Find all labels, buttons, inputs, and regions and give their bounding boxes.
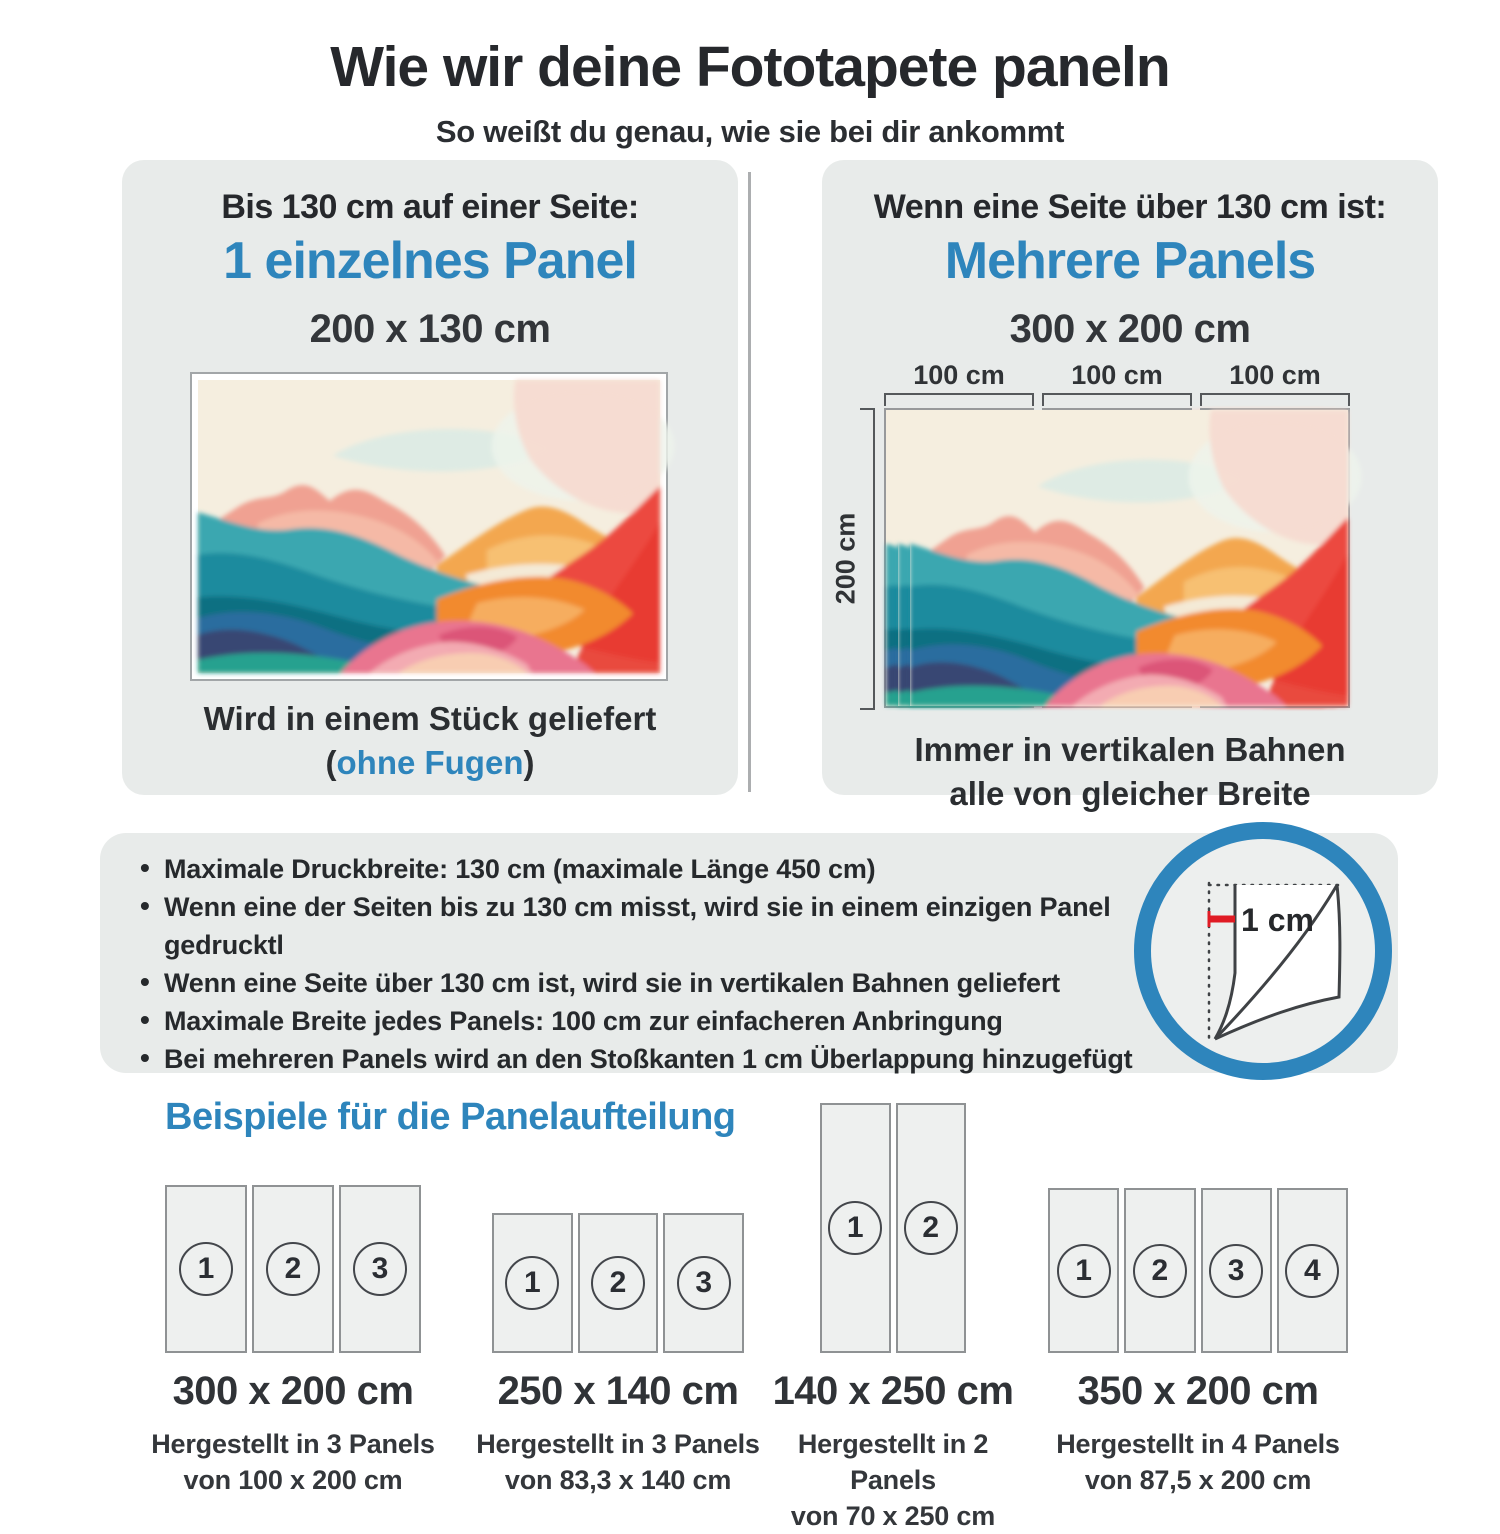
single-panel-headline: 1 einzelnes Panel	[223, 232, 637, 290]
panel-diagram	[165, 1185, 421, 1353]
width-measure-line	[884, 393, 1034, 406]
note-item: • Maximale Druckbreite: 130 cm (maximale Länge 450 cm)	[138, 850, 1138, 888]
page-subtitle: So weißt du genau, wie sie bei dir ankommt	[435, 114, 1065, 149]
single-panel-caption	[122, 697, 738, 785]
width-dimensions	[884, 360, 1350, 406]
example-diagram-area	[468, 1095, 768, 1353]
example-diagram-area	[768, 1095, 1018, 1353]
panel-slices	[884, 408, 1350, 708]
panel-segment	[896, 1103, 967, 1353]
panel-number-badge: 1	[179, 1242, 233, 1296]
example-detail-line2: von 83,3 x 140 cm	[504, 1465, 732, 1495]
width-dimension-1	[884, 360, 1034, 406]
example-detail-line1: Hergestellt in 3 Panels	[476, 1429, 760, 1459]
multi-panel-caption-line2: alle von gleicher Breite	[949, 775, 1311, 812]
example-250x140	[468, 1095, 768, 1498]
panel-number-badge: 1	[828, 1201, 882, 1255]
panel-number-badge: 2	[904, 1201, 958, 1255]
panel-segment	[339, 1185, 421, 1353]
panel-segment	[663, 1213, 744, 1353]
panel-segment	[252, 1185, 334, 1353]
panel-number-badge: 3	[677, 1256, 731, 1310]
paren-close: )	[523, 744, 535, 781]
example-300x200	[118, 1095, 468, 1498]
example-size: 300 x 200 cm	[172, 1369, 414, 1413]
panel-segment	[820, 1103, 891, 1353]
width-label-1: 100 cm	[913, 360, 1005, 390]
watercolor-image	[198, 380, 660, 673]
notes-list	[100, 833, 1138, 1078]
example-detail-line1: Hergestellt in 3 Panels	[151, 1429, 435, 1459]
example-350x200	[1018, 1095, 1378, 1498]
multi-panel-size: 300 x 200 cm	[1009, 307, 1251, 351]
panel-segment	[1048, 1188, 1119, 1353]
page-curl-icon	[1151, 839, 1375, 1063]
panel-segment	[165, 1185, 247, 1353]
panel-segment	[1277, 1188, 1348, 1353]
multi-panel-figure	[832, 360, 1388, 712]
example-detail-line2: von 100 x 200 cm	[183, 1465, 403, 1495]
example-size: 140 x 250 cm	[772, 1369, 1014, 1413]
panel-number-badge: 1	[1057, 1244, 1111, 1298]
single-panel-caption-line1: Wird in einem Stück geliefert	[203, 700, 657, 737]
single-panel-caption-highlight: ohne Fugen	[336, 744, 524, 781]
examples-heading: Beispiele für die Panelaufteilung	[165, 1096, 736, 1138]
height-measure-line	[860, 408, 875, 710]
overlap-illustration	[1134, 822, 1392, 1080]
page-title: Wie wir deine Fototapete paneln	[330, 35, 1170, 99]
example-detail-line2: von 87,5 x 200 cm	[1084, 1465, 1312, 1495]
width-dimension-3	[1200, 360, 1350, 406]
width-label-3: 100 cm	[1229, 360, 1321, 390]
note-item: • Wenn eine der Seiten bis zu 130 cm misst, wird sie in einem einzigen Panel gedrucktl	[138, 888, 1138, 964]
cards-divider	[748, 172, 751, 792]
single-panel-artwork	[190, 372, 668, 681]
multi-panel-caption	[822, 728, 1438, 816]
note-item: • Wenn eine Seite über 130 cm ist, wird sie in vertikalen Bahnen geliefert	[138, 964, 1138, 1002]
single-panel-condition: Bis 130 cm auf einer Seite:	[221, 188, 639, 226]
width-dimension-2	[1042, 360, 1192, 406]
panel-diagram	[1048, 1188, 1348, 1353]
panel-diagram	[820, 1103, 966, 1353]
note-item: • Bei mehreren Panels wird an den Stoßkanten 1 cm Überlappung hinzugefügt	[138, 1040, 1138, 1078]
example-diagram-area	[118, 1095, 468, 1353]
example-detail-line1: Hergestellt in 2 Panels	[797, 1429, 989, 1495]
multi-panel-headline: Mehrere Panels	[944, 232, 1316, 290]
height-dimension	[830, 408, 862, 708]
width-measure-line	[1200, 393, 1350, 406]
overlap-label: 1 cm	[1241, 902, 1314, 938]
header	[0, 34, 1500, 150]
panel-number-badge: 1	[505, 1256, 559, 1310]
width-label-2: 100 cm	[1071, 360, 1163, 390]
panel-number-badge: 4	[1285, 1244, 1339, 1298]
single-panel-size: 200 x 130 cm	[309, 307, 551, 351]
single-panel-caption-line2	[122, 741, 738, 785]
multi-panel-caption-line1: Immer in vertikalen Bahnen	[914, 731, 1346, 768]
panel-number-badge: 3	[1209, 1244, 1263, 1298]
panel-slice-3	[1200, 408, 1350, 708]
panel-diagram	[492, 1213, 744, 1353]
panel-segment	[578, 1213, 659, 1353]
paren-open: (	[325, 744, 337, 781]
height-label: 200 cm	[830, 512, 861, 604]
panel-segment	[1201, 1188, 1272, 1353]
example-size: 350 x 200 cm	[1077, 1369, 1319, 1413]
panel-number-badge: 3	[353, 1242, 407, 1296]
watercolor-slice-3	[1202, 410, 1348, 706]
panel-number-badge: 2	[1133, 1244, 1187, 1298]
panel-segment	[492, 1213, 573, 1353]
width-measure-line	[1042, 393, 1192, 406]
panel-number-badge: 2	[266, 1242, 320, 1296]
example-detail-line2: von 70 x 250 cm	[790, 1501, 996, 1531]
example-diagram-area	[1018, 1095, 1378, 1353]
example-size: 250 x 140 cm	[497, 1369, 739, 1413]
panel-number-badge: 2	[591, 1256, 645, 1310]
multi-panel-card	[822, 160, 1438, 812]
example-140x250	[768, 1095, 1018, 1534]
multi-panel-condition: Wenn eine Seite über 130 cm ist:	[873, 188, 1387, 226]
panel-segment	[1124, 1188, 1195, 1353]
single-panel-card	[122, 160, 738, 795]
example-detail-line1: Hergestellt in 4 Panels	[1056, 1429, 1340, 1459]
note-item: • Maximale Breite jedes Panels: 100 cm zur einfacheren Anbringung	[138, 1002, 1138, 1040]
